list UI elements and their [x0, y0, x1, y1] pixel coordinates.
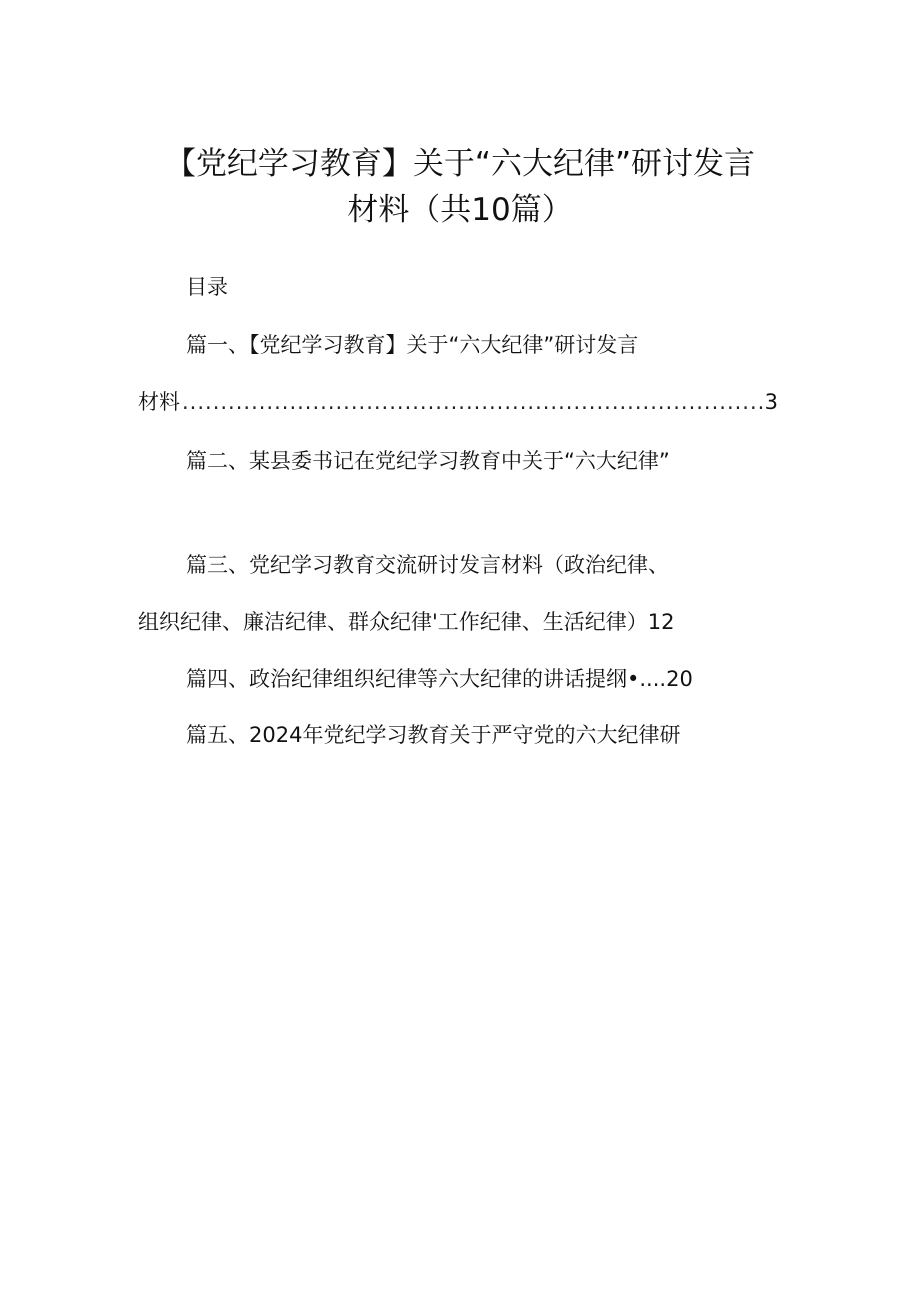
toc-entry-1-line-2[interactable] [138, 387, 778, 417]
toc-heading: 目录 [186, 275, 228, 299]
title-line-1: 【党纪学习教育】关于“六大纪律”研讨发言 [164, 146, 756, 182]
toc-entry-1-text: 材料 [138, 390, 180, 414]
toc-entry-3-line-2[interactable]: 组织纪律、廉洁纪律、群众纪律'工作纪律、生活纪律）12 [138, 610, 675, 634]
toc-dot-leader [182, 387, 763, 417]
toc-entry-3-line-1[interactable]: 篇三、党纪学习教育交流研讨发言材料（政治纪律、 [186, 553, 669, 577]
title-line-2: 材料（共10篇） [347, 192, 573, 228]
toc-entry-5-line-1[interactable]: 篇五、2024年党纪学习教育关于严守党的六大纪律研 [186, 723, 681, 747]
toc-entry-4-line-1[interactable]: 篇四、政治纪律组织纪律等六大纪律的讲话提纲•....20 [186, 667, 693, 691]
toc-entry-1-page-number: 3 [764, 390, 778, 414]
toc-entry-2-line-1[interactable]: 篇二、某县委书记在党纪学习教育中关于“六大纪律” [186, 449, 670, 473]
toc-entry-1-line-1[interactable]: 篇一、【党纪学习教育】关于“六大纪律”研讨发言 [186, 333, 639, 357]
